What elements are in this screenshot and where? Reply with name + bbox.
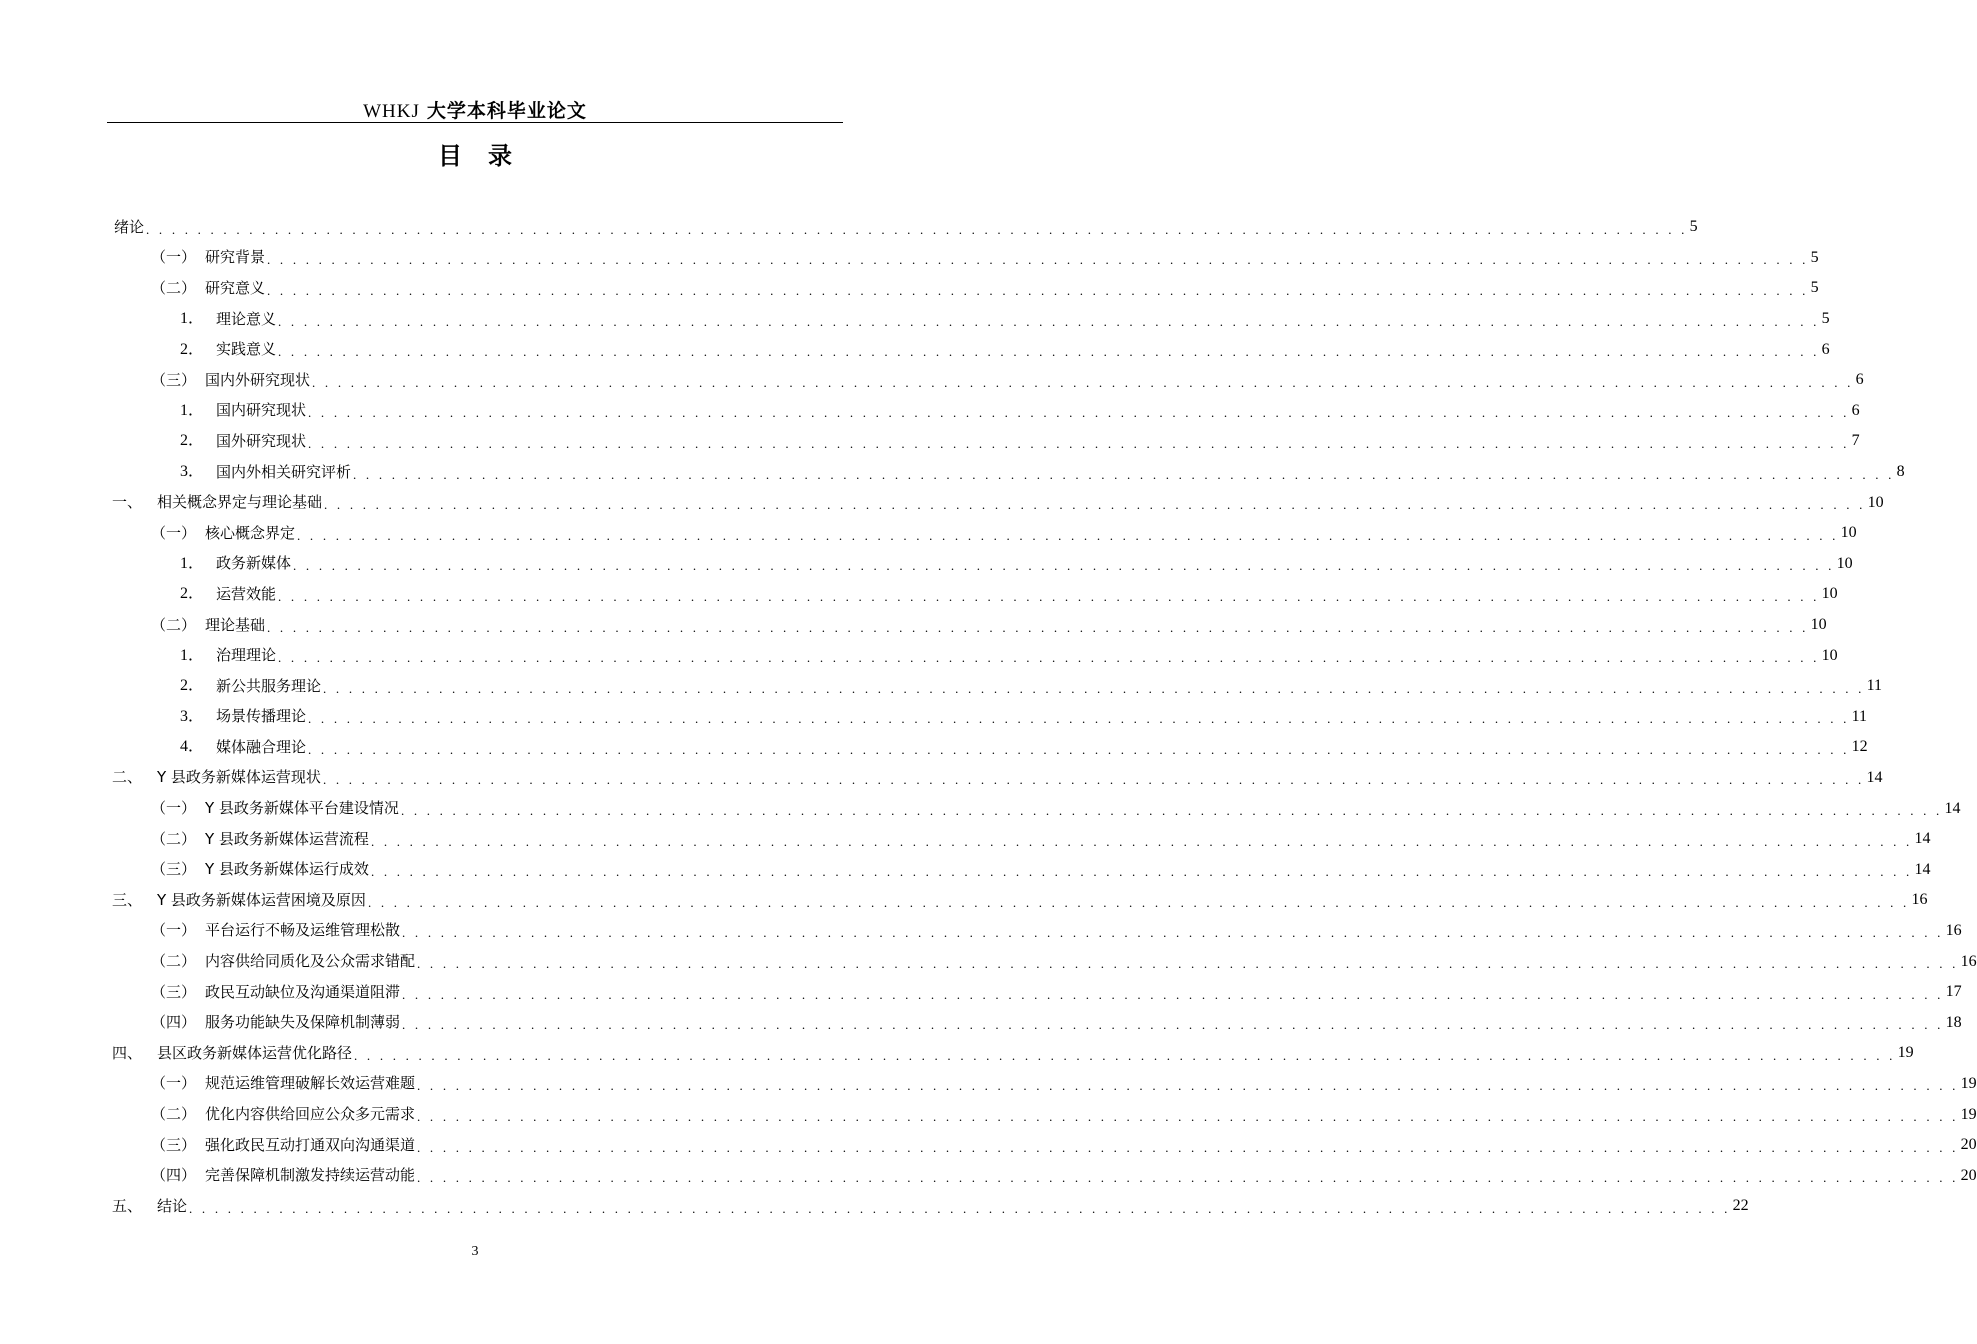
toc-entry-number: （二） xyxy=(151,829,197,848)
toc-entry-page: 5 xyxy=(1689,218,1698,236)
toc-entry-number: 二、 xyxy=(112,768,143,787)
toc-entry-title: Y 县政务新媒体平台建设情况 xyxy=(205,799,399,818)
toc-dot-leader: . . . . . . . . . . . . . . . . . . . . . . . . . . . . . . . . . . . . . . . . . . . . . . . . . . . . . . . . . . . . . . . . . . . . . . . . . . . . . . . . . . . . . . . . . . . . . . . . . . . . . . . . . . . . . . . . . . . . . . . . xyxy=(308,435,1850,451)
header-school-cn: 大学本科毕业论文 xyxy=(426,100,587,122)
toc-dot-leader: . . . . . . . . . . . . . . . . . . . . . . . . . . . . . . . . . . . . . . . . . . . . . . . . . . . . . . . . . . . . . . . . . . . . . . . . . . . . . . . . . . . . . . . . . . . . . . . . . . . . . . . . . . . . . . . . . . . . . . . . xyxy=(278,344,1820,360)
toc-entry[interactable] xyxy=(112,916,1962,947)
toc-entry-page: 16 xyxy=(1960,952,1977,970)
toc-dot-leader: . . . . . . . . . . . . . . . . . . . . . . . . . . . . . . . . . . . . . . . . . . . . . . . . . . . . . . . . . . . . . . . . . . . . . . . . . . . . . . . . . . . . . . . . . . . . . . . . . . . . . . . . . . . . . . . . . . . . . . . . xyxy=(354,1047,1896,1063)
toc-entry-number: 3． xyxy=(180,463,205,481)
toc-entry[interactable] xyxy=(112,885,1928,916)
toc-dot-leader: . . . . . . . . . . . . . . . . . . . . . . . . . . . . . . . . . . . . . . . . . . . . . . . . . . . . . . . . . . . . . . . . . . . . . . . . . . . . . . . . . . . . . . . . . . . . . . . . . . . . . . . . . . . . . . . . . . . . . . . . xyxy=(417,956,1959,972)
toc-entry-title: 政民互动缺位及沟通渠道阻滞 xyxy=(205,982,401,1001)
toc-entry-page: 7 xyxy=(1851,432,1860,450)
toc-dot-leader: . . . . . . . . . . . . . . . . . . . . . . . . . . . . . . . . . . . . . . . . . . . . . . . . . . . . . . . . . . . . . . . . . . . . . . . . . . . . . . . . . . . . . . . . . . . . . . . . . . . . . . . . . . . . . . . . . . . . . . . . xyxy=(297,527,1839,543)
toc-entry-page: 14 xyxy=(1944,799,1961,817)
toc-entry-title: 平台运行不畅及运维管理松散 xyxy=(205,921,401,940)
toc-dot-leader: . . . . . . . . . . . . . . . . . . . . . . . . . . . . . . . . . . . . . . . . . . . . . . . . . . . . . . . . . . . . . . . . . . . . . . . . . . . . . . . . . . . . . . . . . . . . . . . . . . . . . . . . . . . . . . . . . . . . . . . . xyxy=(312,374,1854,390)
toc-entry-number: （一） xyxy=(151,1074,197,1093)
toc-entry-number: 1． xyxy=(180,646,205,664)
toc-entry-number: （四） xyxy=(151,1013,197,1032)
toc-entry-page: 14 xyxy=(1866,768,1883,786)
toc-entry-title: 场景传播理论 xyxy=(216,707,307,726)
toc-entry-number: （二） xyxy=(151,952,197,971)
toc-entry-number: 一、 xyxy=(112,493,143,512)
toc-entry-page: 20 xyxy=(1960,1136,1977,1154)
toc-entry-number: （四） xyxy=(151,1166,197,1185)
toc-entry-page: 6 xyxy=(1821,340,1830,358)
toc-entry-page: 8 xyxy=(1896,463,1905,481)
toc-entry-page: 5 xyxy=(1810,279,1819,297)
toc-entry-title: 相关概念界定与理论基础 xyxy=(157,493,323,512)
toc-dot-leader: . . . . . . . . . . . . . . . . . . . . . . . . . . . . . . . . . . . . . . . . . . . . . . . . . . . . . . . . . . . . . . . . . . . . . . . . . . . . . . . . . . . . . . . . . . . . . . . . . . . . . . . . . . . . . . . . . . . . . . . . xyxy=(417,1139,1959,1155)
toc-dot-leader: . . . . . . . . . . . . . . . . . . . . . . . . . . . . . . . . . . . . . . . . . . . . . . . . . . . . . . . . . . . . . . . . . . . . . . . . . . . . . . . . . . . . . . . . . . . . . . . . . . . . . . . . . . . . . . . . . . . . . . . . xyxy=(402,1017,1944,1033)
toc-entry-page: 10 xyxy=(1840,524,1857,542)
toc-entry-title: 服务功能缺失及保障机制薄弱 xyxy=(205,1013,401,1032)
toc-entry-title: 新公共服务理论 xyxy=(216,676,322,695)
toc-entry-number: （三） xyxy=(151,1135,197,1154)
toc-entry-page: 12 xyxy=(1851,738,1868,756)
toc-entry[interactable] xyxy=(112,610,1827,641)
toc-entry[interactable] xyxy=(112,640,1838,671)
toc-dot-leader: . . . . . . . . . . . . . . . . . . . . . . . . . . . . . . . . . . . . . . . . . . . . . . . . . . . . . . . . . . . . . . . . . . . . . . . . . . . . . . . . . . . . . . . . . . . . . . . . . . . . . . . . . . . . . . . . . . . . . . . . xyxy=(417,1109,1959,1125)
toc-entry-title: 国外研究现状 xyxy=(216,431,307,450)
toc-entry[interactable] xyxy=(112,549,1853,580)
toc-dot-leader: . . . . . . . . . . . . . . . . . . . . . . . . . . . . . . . . . . . . . . . . . . . . . . . . . . . . . . . . . . . . . . . . . . . . . . . . . . . . . . . . . . . . . . . . . . . . . . . . . . . . . . . . . . . . . . . . . . . . . . . . xyxy=(146,221,1688,237)
toc-entry-number: 2． xyxy=(180,677,205,695)
toc-entry-title: Y 县政务新媒体运营困境及原因 xyxy=(157,890,366,909)
toc-entry[interactable] xyxy=(112,273,1819,304)
toc-entry-title: 理论意义 xyxy=(216,309,277,328)
toc-entry[interactable] xyxy=(112,702,1867,733)
toc-entry-title: 县区政务新媒体运营优化路径 xyxy=(157,1043,353,1062)
toc-entry-title: 完善保障机制激发持续运营动能 xyxy=(205,1166,416,1185)
toc-entry[interactable] xyxy=(112,1069,1977,1100)
toc-entry[interactable] xyxy=(112,396,1860,427)
toc-entry-page: 19 xyxy=(1960,1105,1977,1123)
toc-entry-page: 10 xyxy=(1821,646,1838,664)
toc-entry-title: 国内外研究现状 xyxy=(205,370,311,389)
toc-entry-number: 1． xyxy=(180,310,205,328)
toc-dot-leader: . . . . . . . . . . . . . . . . . . . . . . . . . . . . . . . . . . . . . . . . . . . . . . . . . . . . . . . . . . . . . . . . . . . . . . . . . . . . . . . . . . . . . . . . . . . . . . . . . . . . . . . . . . . . . . . . . . . . . . . . xyxy=(367,894,1910,910)
toc-entry[interactable] xyxy=(112,1007,1962,1038)
toc-entry-page: 10 xyxy=(1867,493,1884,511)
toc-entry-number: 三、 xyxy=(112,890,143,909)
toc-entry-title: 理论基础 xyxy=(205,615,266,634)
toc-entry-page: 19 xyxy=(1960,1074,1977,1092)
toc-entry-number: （一） xyxy=(151,799,197,818)
toc-entry[interactable] xyxy=(112,854,1931,885)
document-header xyxy=(107,96,843,123)
toc-dot-leader: . . . . . . . . . . . . . . . . . . . . . . . . . . . . . . . . . . . . . . . . . . . . . . . . . . . . . . . . . . . . . . . . . . . . . . . . . . . . . . . . . . . . . . . . . . . . . . . . . . . . . . . . . . . . . . . . . . . . . . . . xyxy=(353,466,1895,482)
toc-dot-leader: . . . . . . . . . . . . . . . . . . . . . . . . . . . . . . . . . . . . . . . . . . . . . . . . . . . . . . . . . . . . . . . . . . . . . . . . . . . . . . . . . . . . . . . . . . . . . . . . . . . . . . . . . . . . . . . . . . . . . . . . xyxy=(278,650,1820,666)
toc-entry-title: 治理理论 xyxy=(216,646,277,665)
toc-entry-title: 媒体融合理论 xyxy=(216,737,307,756)
toc-entry-number: （一） xyxy=(151,248,197,267)
toc-entry[interactable] xyxy=(112,1099,1977,1130)
toc-entry-number: （一） xyxy=(151,921,197,940)
toc-entry[interactable] xyxy=(112,365,1864,396)
toc-entry-number: 3． xyxy=(180,707,205,725)
toc-dot-leader: . . . . . . . . . . . . . . . . . . . . . . . . . . . . . . . . . . . . . . . . . . . . . . . . . . . . . . . . . . . . . . . . . . . . . . . . . . . . . . . . . . . . . . . . . . . . . . . . . . . . . . . . . . . . . . . . . . . . . . . . xyxy=(293,558,1835,574)
toc-dot-leader: . . . . . . . . . . . . . . . . . . . . . . . . . . . . . . . . . . . . . . . . . . . . . . . . . . . . . . . . . . . . . . . . . . . . . . . . . . . . . . . . . . . . . . . . . . . . . . . . . . . . . . . . . . . . . . . . . . . . . . . . xyxy=(370,864,1913,880)
toc-entry-page: 19 xyxy=(1897,1044,1914,1062)
toc-entry-number: 4． xyxy=(180,738,205,756)
toc-entry[interactable] xyxy=(112,946,1977,977)
toc-entry[interactable] xyxy=(112,1038,1914,1069)
toc-dot-leader: . . . . . . . . . . . . . . . . . . . . . . . . . . . . . . . . . . . . . . . . . . . . . . . . . . . . . . . . . . . . . . . . . . . . . . . . . . . . . . . . . . . . . . . . . . . . . . . . . . . . . . . . . . . . . . . . . . . . . . . . xyxy=(267,252,1809,268)
toc-dot-leader: . . . . . . . . . . . . . . . . . . . . . . . . . . . . . . . . . . . . . . . . . . . . . . . . . . . . . . . . . . . . . . . . . . . . . . . . . . . . . . . . . . . . . . . . . . . . . . . . . . . . . . . . . . . . . . . . . . . . . . . . xyxy=(322,772,1865,788)
toc-entry[interactable] xyxy=(112,518,1857,549)
toc-entry-page: 5 xyxy=(1821,310,1830,328)
toc-dot-leader: . . . . . . . . . . . . . . . . . . . . . . . . . . . . . . . . . . . . . . . . . . . . . . . . . . . . . . . . . . . . . . . . . . . . . . . . . . . . . . . . . . . . . . . . . . . . . . . . . . . . . . . . . . . . . . . . . . . . . . . . xyxy=(278,588,1820,604)
toc-entry-title: 实践意义 xyxy=(216,340,277,359)
toc-entry-title: Y 县政务新媒体运营流程 xyxy=(205,829,369,848)
toc-entry-number: 四、 xyxy=(112,1043,143,1062)
toc-entry-number: 2． xyxy=(180,585,205,603)
header-rule xyxy=(107,122,843,123)
toc-entry-title: 结论 xyxy=(157,1196,188,1215)
toc-entry-page: 5 xyxy=(1810,248,1819,266)
toc-entry[interactable] xyxy=(112,304,1830,335)
toc-entry-number: 五、 xyxy=(112,1196,143,1215)
toc-entry-title: 绪论 xyxy=(114,217,145,236)
toc-entry[interactable] xyxy=(112,1130,1977,1161)
toc-entry-title: 规范运维管理破解长效运营难题 xyxy=(205,1074,416,1093)
table-of-contents xyxy=(112,212,1977,1222)
toc-entry[interactable] xyxy=(112,732,1868,763)
toc-entry-number: （三） xyxy=(151,982,197,1001)
toc-entry-page: 14 xyxy=(1914,830,1931,848)
toc-entry[interactable] xyxy=(112,793,1961,824)
toc-dot-leader: . . . . . . . . . . . . . . . . . . . . . . . . . . . . . . . . . . . . . . . . . . . . . . . . . . . . . . . . . . . . . . . . . . . . . . . . . . . . . . . . . . . . . . . . . . . . . . . . . . . . . . . . . . . . . . . . . . . . . . . . xyxy=(189,1200,1731,1216)
toc-entry[interactable] xyxy=(112,671,1882,702)
toc-dot-leader: . . . . . . . . . . . . . . . . . . . . . . . . . . . . . . . . . . . . . . . . . . . . . . . . . . . . . . . . . . . . . . . . . . . . . . . . . . . . . . . . . . . . . . . . . . . . . . . . . . . . . . . . . . . . . . . . . . . . . . . . xyxy=(323,680,1865,696)
toc-entry[interactable] xyxy=(112,824,1931,855)
toc-entry-title: 研究意义 xyxy=(205,278,266,297)
toc-dot-leader: . . . . . . . . . . . . . . . . . . . . . . . . . . . . . . . . . . . . . . . . . . . . . . . . . . . . . . . . . . . . . . . . . . . . . . . . . . . . . . . . . . . . . . . . . . . . . . . . . . . . . . . . . . . . . . . . . . . . . . . . xyxy=(267,282,1809,298)
toc-entry-number: （三） xyxy=(151,860,197,879)
toc-entry-page: 10 xyxy=(1821,585,1838,603)
toc-entry-page: 17 xyxy=(1945,983,1962,1001)
page-number: 3 xyxy=(471,1244,479,1259)
toc-entry-number: （二） xyxy=(151,615,197,634)
toc-entry[interactable] xyxy=(112,977,1962,1008)
toc-dot-leader: . . . . . . . . . . . . . . . . . . . . . . . . . . . . . . . . . . . . . . . . . . . . . . . . . . . . . . . . . . . . . . . . . . . . . . . . . . . . . . . . . . . . . . . . . . . . . . . . . . . . . . . . . . . . . . . . . . . . . . . . xyxy=(324,497,1866,513)
toc-entry-title: 政务新媒体 xyxy=(216,554,292,573)
toc-entry-page: 6 xyxy=(1855,371,1864,389)
toc-dot-leader: . . . . . . . . . . . . . . . . . . . . . . . . . . . . . . . . . . . . . . . . . . . . . . . . . . . . . . . . . . . . . . . . . . . . . . . . . . . . . . . . . . . . . . . . . . . . . . . . . . . . . . . . . . . . . . . . . . . . . . . . xyxy=(308,711,1850,727)
toc-entry-page: 11 xyxy=(1866,677,1882,695)
toc-entry[interactable] xyxy=(112,487,1884,518)
toc-entry[interactable] xyxy=(112,763,1883,794)
toc-entry-page: 16 xyxy=(1911,891,1928,909)
toc-entry-title: 国内外相关研究评析 xyxy=(216,462,352,481)
toc-entry[interactable] xyxy=(112,1191,1749,1222)
toc-entry-title: 国内研究现状 xyxy=(216,401,307,420)
toc-entry-title: 研究背景 xyxy=(205,248,266,267)
toc-entry-page: 22 xyxy=(1732,1197,1749,1215)
toc-entry-page: 11 xyxy=(1851,707,1867,725)
toc-entry[interactable] xyxy=(112,1160,1977,1191)
toc-entry-page: 14 xyxy=(1914,860,1931,878)
toc-entry-number: 1． xyxy=(180,554,205,572)
toc-dot-leader: . . . . . . . . . . . . . . . . . . . . . . . . . . . . . . . . . . . . . . . . . . . . . . . . . . . . . . . . . . . . . . . . . . . . . . . . . . . . . . . . . . . . . . . . . . . . . . . . . . . . . . . . . . . . . . . . . . . . . . . . xyxy=(267,619,1809,635)
toc-entry-page: 16 xyxy=(1945,921,1962,939)
toc-entry[interactable] xyxy=(112,212,1698,243)
toc-title: 目录 xyxy=(438,142,538,170)
header-school-en: WHKJ xyxy=(363,101,420,122)
toc-entry-title: Y 县政务新媒体运行成效 xyxy=(205,860,369,879)
toc-entry[interactable] xyxy=(112,457,1905,488)
toc-entry-number: 2． xyxy=(180,340,205,358)
toc-dot-leader: . . . . . . . . . . . . . . . . . . . . . . . . . . . . . . . . . . . . . . . . . . . . . . . . . . . . . . . . . . . . . . . . . . . . . . . . . . . . . . . . . . . . . . . . . . . . . . . . . . . . . . . . . . . . . . . . . . . . . . . . xyxy=(308,405,1850,421)
toc-entry-number: （三） xyxy=(151,370,197,389)
toc-entry-page: 10 xyxy=(1810,616,1827,634)
toc-entry-number: 2． xyxy=(180,432,205,450)
toc-dot-leader: . . . . . . . . . . . . . . . . . . . . . . . . . . . . . . . . . . . . . . . . . . . . . . . . . . . . . . . . . . . . . . . . . . . . . . . . . . . . . . . . . . . . . . . . . . . . . . . . . . . . . . . . . . . . . . . . . . . . . . . . xyxy=(370,833,1913,849)
toc-dot-leader: . . . . . . . . . . . . . . . . . . . . . . . . . . . . . . . . . . . . . . . . . . . . . . . . . . . . . . . . . . . . . . . . . . . . . . . . . . . . . . . . . . . . . . . . . . . . . . . . . . . . . . . . . . . . . . . . . . . . . . . . xyxy=(417,1170,1959,1186)
toc-entry-number: （二） xyxy=(151,1105,197,1124)
toc-entry-page: 18 xyxy=(1945,1013,1962,1031)
toc-dot-leader: . . . . . . . . . . . . . . . . . . . . . . . . . . . . . . . . . . . . . . . . . . . . . . . . . . . . . . . . . . . . . . . . . . . . . . . . . . . . . . . . . . . . . . . . . . . . . . . . . . . . . . . . . . . . . . . . . . . . . . . . xyxy=(417,1078,1959,1094)
toc-dot-leader: . . . . . . . . . . . . . . . . . . . . . . . . . . . . . . . . . . . . . . . . . . . . . . . . . . . . . . . . . . . . . . . . . . . . . . . . . . . . . . . . . . . . . . . . . . . . . . . . . . . . . . . . . . . . . . . . . . . . . . . . xyxy=(402,986,1944,1002)
toc-entry-page: 20 xyxy=(1960,1166,1977,1184)
toc-entry[interactable] xyxy=(112,334,1830,365)
toc-entry-page: 6 xyxy=(1851,401,1860,419)
toc-entry[interactable] xyxy=(112,579,1838,610)
toc-entry-title: 运营效能 xyxy=(216,584,277,603)
toc-entry-number: （一） xyxy=(151,523,197,542)
toc-dot-leader: . . . . . . . . . . . . . . . . . . . . . . . . . . . . . . . . . . . . . . . . . . . . . . . . . . . . . . . . . . . . . . . . . . . . . . . . . . . . . . . . . . . . . . . . . . . . . . . . . . . . . . . . . . . . . . . . . . . . . . . . xyxy=(400,803,1943,819)
toc-entry-title: 核心概念界定 xyxy=(205,523,296,542)
toc-dot-leader: . . . . . . . . . . . . . . . . . . . . . . . . . . . . . . . . . . . . . . . . . . . . . . . . . . . . . . . . . . . . . . . . . . . . . . . . . . . . . . . . . . . . . . . . . . . . . . . . . . . . . . . . . . . . . . . . . . . . . . . . xyxy=(402,925,1944,941)
toc-entry-title: 内容供给同质化及公众需求错配 xyxy=(205,952,416,971)
toc-entry-number: （二） xyxy=(151,278,197,297)
toc-entry-title: 优化内容供给回应公众多元需求 xyxy=(205,1105,416,1124)
toc-dot-leader: . . . . . . . . . . . . . . . . . . . . . . . . . . . . . . . . . . . . . . . . . . . . . . . . . . . . . . . . . . . . . . . . . . . . . . . . . . . . . . . . . . . . . . . . . . . . . . . . . . . . . . . . . . . . . . . . . . . . . . . . xyxy=(278,313,1820,329)
toc-entry-number: 1． xyxy=(180,401,205,419)
toc-entry[interactable] xyxy=(112,426,1860,457)
toc-entry[interactable] xyxy=(112,243,1819,274)
toc-entry-page: 10 xyxy=(1836,554,1853,572)
toc-dot-leader: . . . . . . . . . . . . . . . . . . . . . . . . . . . . . . . . . . . . . . . . . . . . . . . . . . . . . . . . . . . . . . . . . . . . . . . . . . . . . . . . . . . . . . . . . . . . . . . . . . . . . . . . . . . . . . . . . . . . . . . . xyxy=(308,741,1850,757)
toc-entry-title: 强化政民互动打通双向沟通渠道 xyxy=(205,1135,416,1154)
toc-entry-title: Y 县政务新媒体运营现状 xyxy=(157,768,321,787)
